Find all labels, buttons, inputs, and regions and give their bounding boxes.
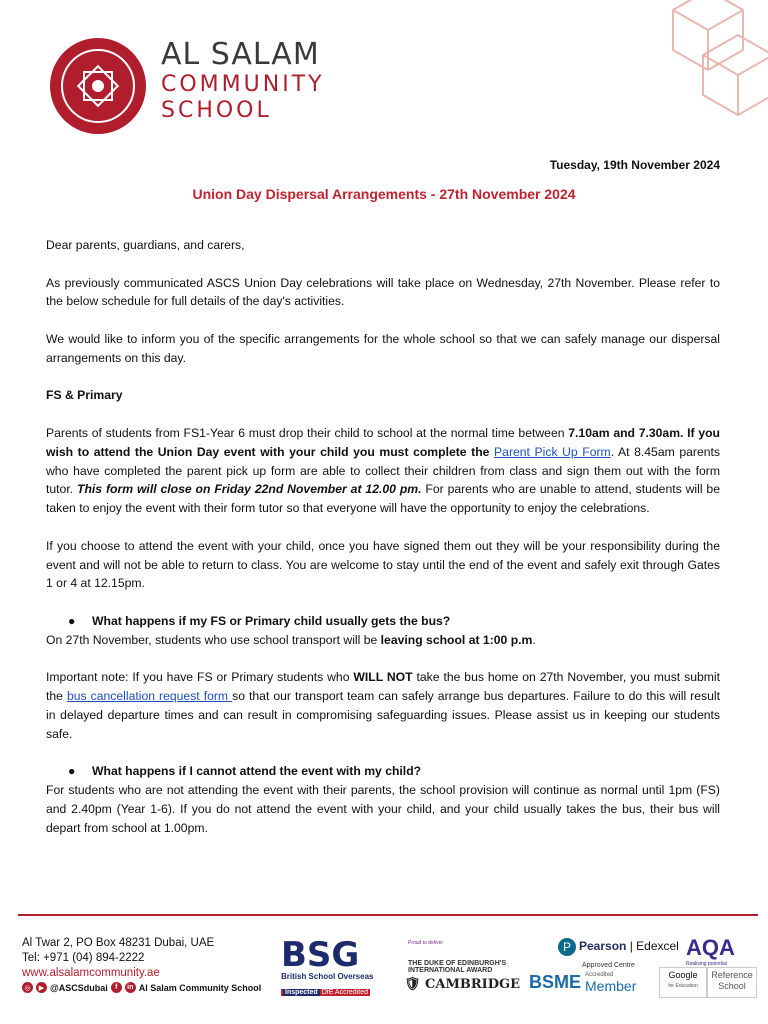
bsg-accreditation-logo — [281, 935, 393, 999]
paragraph-attend-event: If you choose to attend the event with your child, once you have signed them out they will be your responsibility during the event and will not be able to return to class. You are welcome to stay until the end of the event and safely exit through Gates 1 or 4 at 12.15pm. — [46, 538, 720, 591]
school-name-line1: AL SALAM — [161, 37, 320, 72]
bullet-cannot-attend: ● What happens if I cannot attend the event with my child? — [68, 764, 422, 779]
parent-pick-up-form-link[interactable]: Parent Pick Up Form — [494, 444, 611, 459]
paragraph-intro: As previously communicated ASCS Union Day celebrations will take place on Wednesday, 27th November. Please refer to the below schedule for full details of the day's activities. — [46, 275, 720, 309]
bullet-bus-question-text: What happens if my FS or Primary child usually gets the bus? — [92, 613, 451, 628]
youtube-icon[interactable]: ▶ — [36, 982, 47, 993]
bullet-bus-question: ● What happens if my FS or Primary child usually gets the bus? — [68, 613, 451, 628]
aqa-text: AQA — [686, 935, 735, 960]
section-heading — [46, 386, 720, 405]
pearson-text: Pearson — [579, 939, 627, 954]
bsg-logo-text: BSG — [281, 935, 360, 975]
letter-body — [46, 236, 720, 856]
bsg-inspected: Inspected — [285, 989, 318, 996]
letter-date: Tuesday, 19th November 2024 — [549, 158, 720, 172]
google-text: Google — [668, 970, 698, 980]
school-name-line2: COMMUNITY — [161, 72, 325, 97]
bsg-badge — [281, 989, 370, 996]
footer-website[interactable]: www.alsalamcommunity.ae — [22, 967, 160, 979]
bus-time-text-1: On 27th November, students who use school transport will be — [46, 632, 381, 647]
note-text-3: so that our transport team can safely arrange bus departures. Failure to do this will result in delayed departure times and can result in compromising safeguarding issues. Please assist us in keeping our students safe. — [46, 689, 720, 741]
linkedin-icon[interactable]: in — [125, 982, 136, 993]
aqa-logo — [686, 935, 735, 967]
bsg-dfe: DfE Accredited — [321, 989, 368, 996]
cambridge-logo: 🛡 CAMBRIDGE — [404, 977, 521, 992]
paragraph-not-attending: For students who are not attending the event with their parents, the school provision will continue as normal until 1pm (FS) and 2.40pm (Year 1-6). If you do not attend the event with your child, and your child usually takes the bus, their bus will depart from school at 1.00pm. — [46, 783, 720, 835]
dofe-proud-text: Proud to deliver — [408, 940, 444, 946]
school-name — [161, 37, 325, 123]
note-text-1: Important note: If you have FS or Primary students who — [46, 670, 354, 685]
bsme-text: BSME — [529, 972, 582, 992]
drop-off-text-3: For parents who are unable to attend, students will be taken to enjoy the event with their form tutor so that everyone will have the opportunity to enjoy the celebrations. — [46, 482, 720, 516]
social-handle: @ASCSdubai — [50, 982, 108, 993]
section-heading-text: FS & Primary — [46, 388, 123, 403]
letter-title: Union Day Dispersal Arrangements - 27th November 2024 — [192, 186, 576, 202]
edexcel-text: | Edexcel — [629, 939, 679, 954]
corner-pattern-decoration — [653, 0, 768, 120]
paragraph-important-note — [46, 668, 720, 743]
note-bold: WILL NOT — [353, 670, 413, 685]
school-name-line3: SCHOOL — [161, 98, 272, 123]
aqa-tagline: Realising potential — [686, 961, 727, 967]
paragraph-bus-time — [46, 631, 720, 650]
footer-social — [22, 982, 261, 993]
footer-address: Al Twar 2, PO Box 48231 Dubai, UAE — [22, 937, 215, 949]
note-text-2: take the bus home on 27th November, you must submit the — [46, 670, 721, 704]
google-for-education-logo — [659, 967, 707, 998]
google-sub-text: for Education — [668, 983, 698, 989]
paragraph-drop-off — [46, 424, 720, 518]
paragraph-arrangements: We would like to inform you of the specific arrangements for the whole school so that we can safely manage our dispersal arrangements on this day. — [46, 331, 720, 365]
bus-cancellation-form-link[interactable]: bus cancellation request form — [66, 689, 233, 704]
form-deadline-text: This form will close on Friday 22nd November at 12.00 pm. — [77, 482, 422, 497]
footer-divider — [18, 914, 758, 916]
school-logo-emblem — [44, 36, 152, 136]
reference-school-badge: Reference School — [707, 967, 757, 998]
footer-address-block — [22, 936, 214, 981]
bus-time-bold: leaving school at 1:00 p.m — [380, 632, 533, 647]
drop-off-text-2: . At 8.45am parents who have completed the parent pick up form are able to collect their children from class and sign them out with the form tutor. — [46, 444, 720, 497]
dofe-line1: THE DUKE OF EDINBURGH'S — [408, 960, 507, 967]
bsg-subtitle: British School Overseas — [281, 972, 374, 981]
bsme-logo — [529, 972, 636, 993]
drop-off-bold-1: 7.10am and 7.30am. If you wish to attend the Union Day event with your child you must complete the — [46, 425, 720, 459]
greeting: Dear parents, guardians, and carers, — [46, 238, 245, 252]
social-school-name: Al Salam Community School — [138, 982, 262, 993]
approved-centre-text: Approved Centre — [582, 962, 635, 969]
pearson-icon: P — [558, 938, 576, 956]
cambridge-text: CAMBRIDGE — [425, 977, 521, 992]
footer-phone: Tel: +971 (04) 894-2222 — [22, 952, 145, 964]
drop-off-text-1: Parents of students from FS1-Year 6 must drop their child to school at the normal time between — [46, 425, 569, 440]
bus-time-text-2: . — [532, 632, 536, 647]
pearson-edexcel-logo — [558, 938, 679, 969]
bsme-member: Member — [585, 978, 637, 994]
dofe-line2: INTERNATIONAL AWARD — [408, 967, 493, 974]
instagram-icon[interactable]: ◎ — [22, 982, 33, 993]
bsme-member-block — [585, 972, 636, 993]
bullet-cannot-attend-text: What happens if I cannot attend the event with my child? — [92, 764, 422, 779]
bsme-accredited: Accredited — [585, 972, 614, 978]
dofe-award-logo — [408, 940, 548, 974]
facebook-icon[interactable]: f — [111, 982, 122, 993]
